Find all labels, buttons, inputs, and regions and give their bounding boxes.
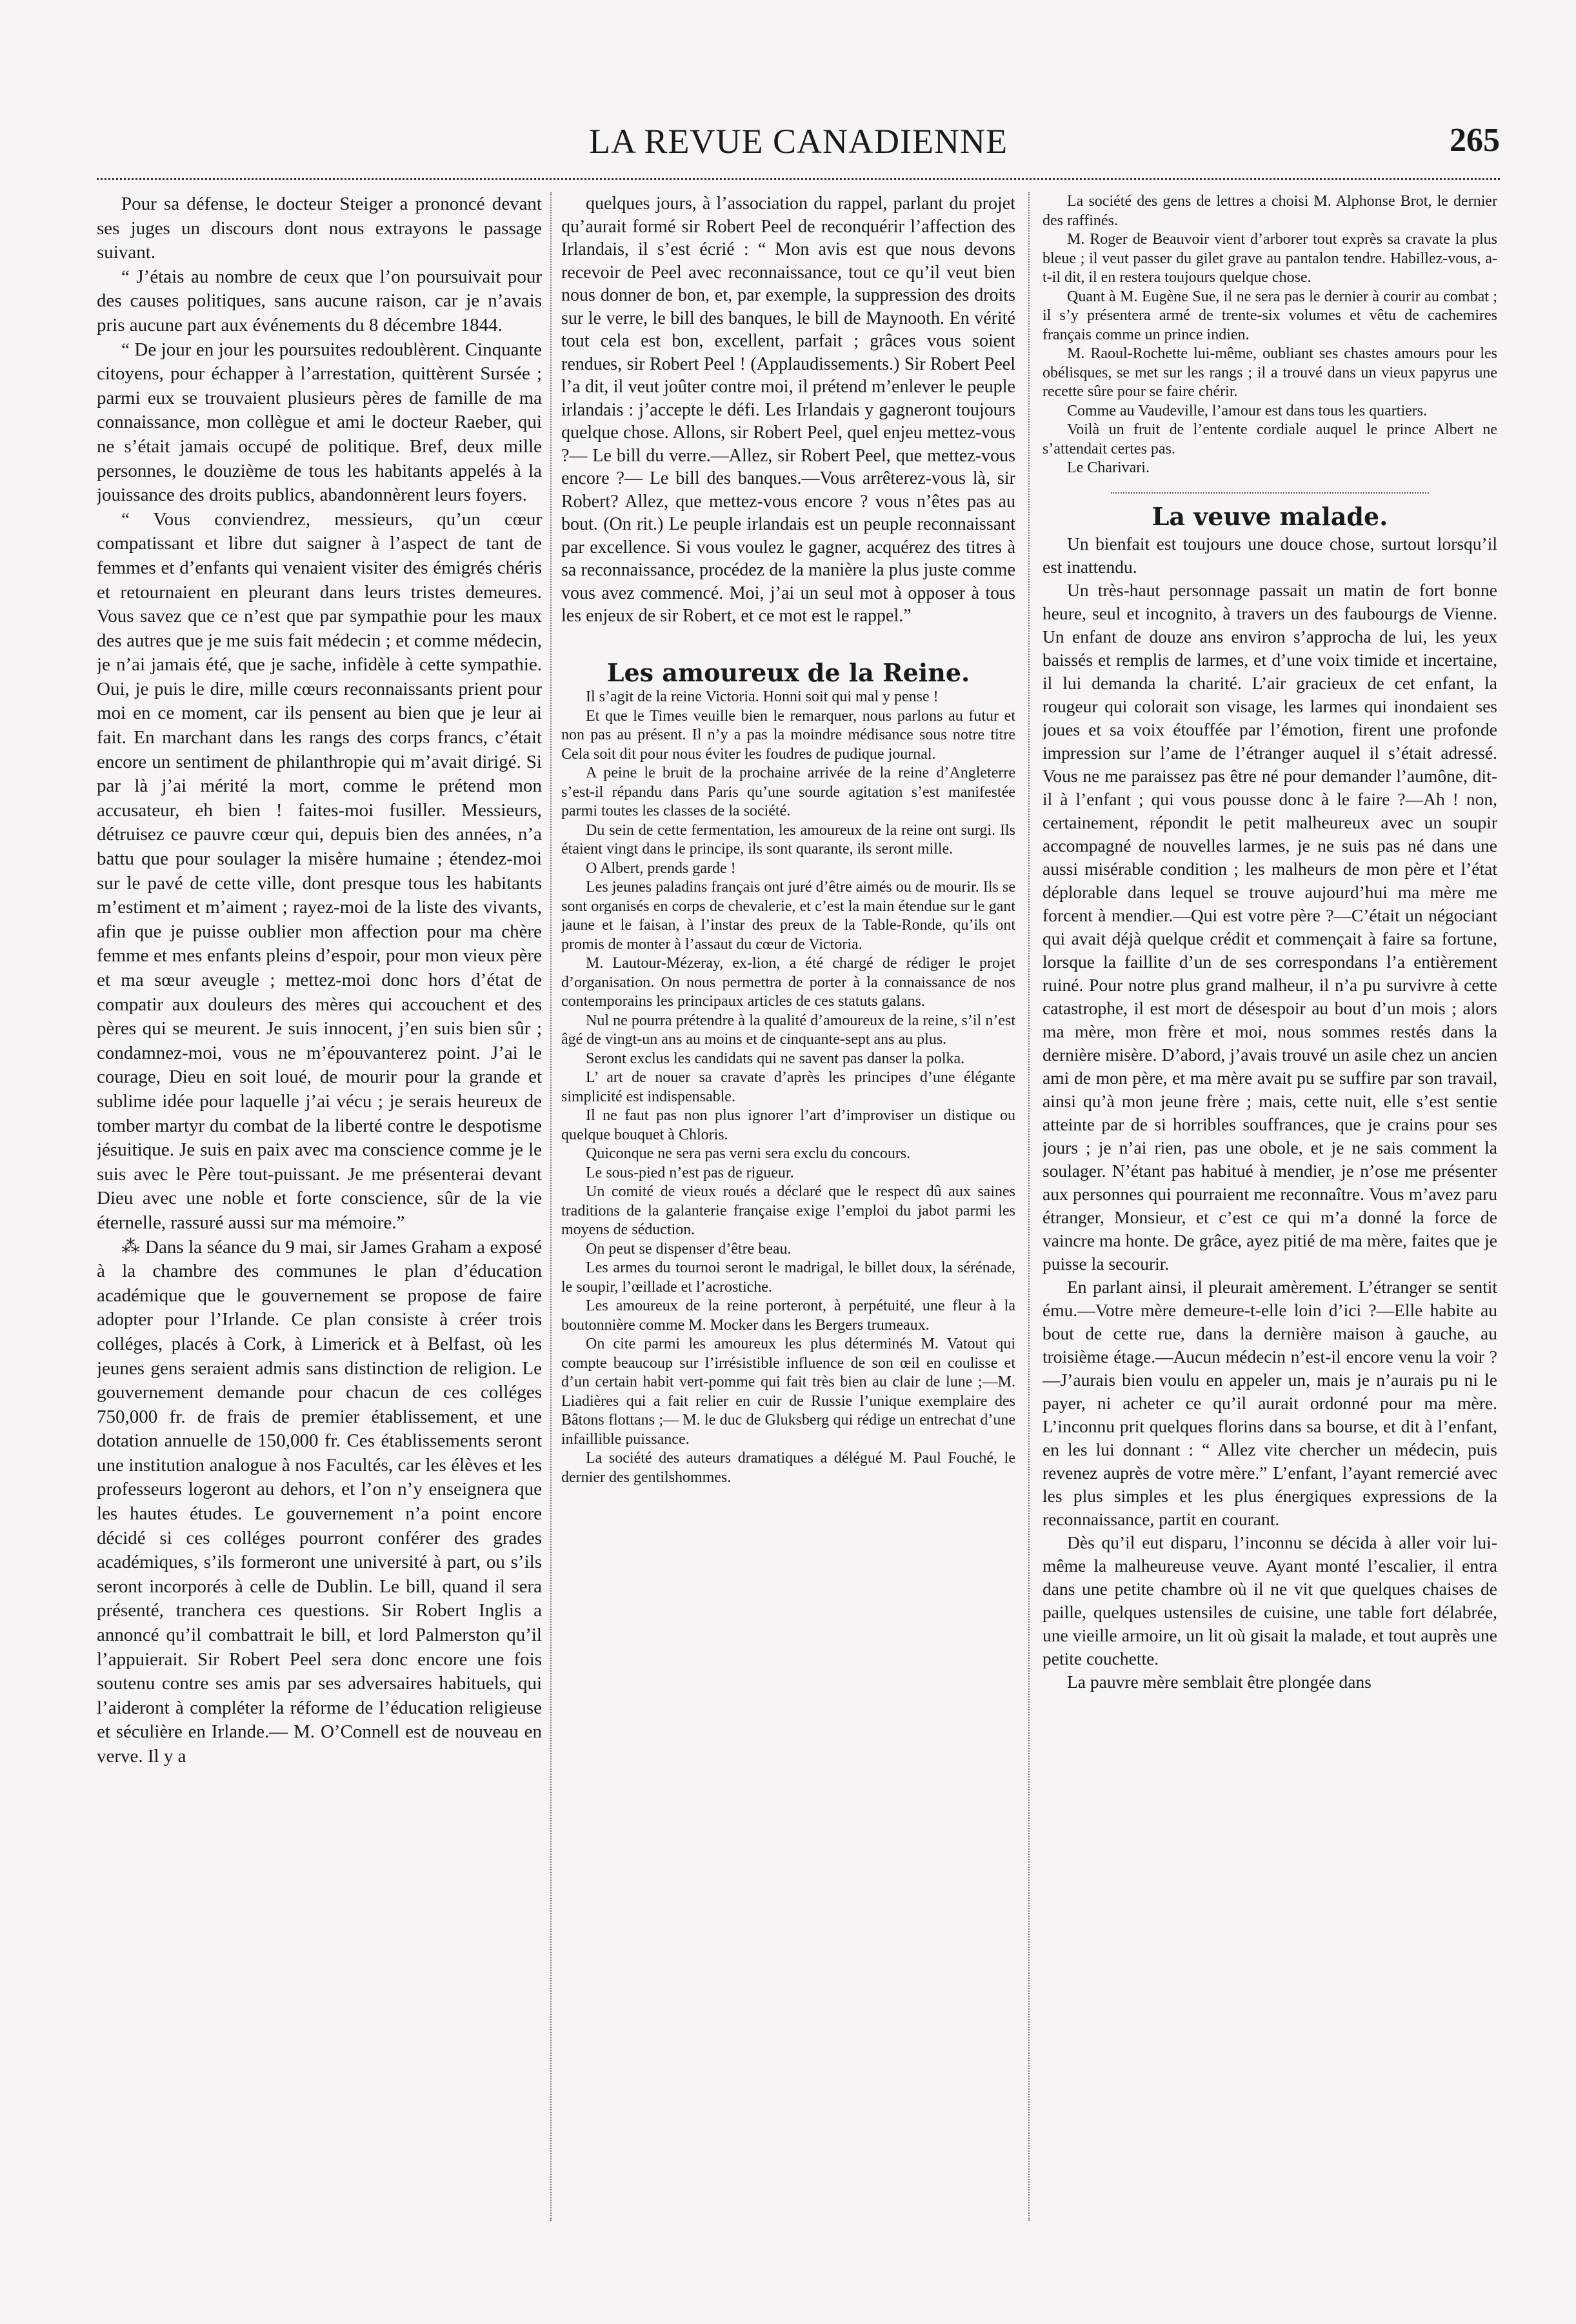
article-paragraph: L’ art de nouer sa cravate d’après les principes d’une élégante simplicité est indispensable. xyxy=(561,1069,1015,1105)
column-3 xyxy=(1042,192,1497,2227)
article-paragraph: Un comité de vieux roués a déclaré que le respect dû aux saines traditions de la galanterie française exige l’emploi du jabot parmi les moyens de séduction. xyxy=(561,1183,1015,1238)
article-paragraph: Le sous-pied n’est pas de rigueur. xyxy=(586,1164,794,1181)
article-paragraph: Les amoureux de la reine porteront, à perpétuité, une fleur à la boutonnière comme M. Mocker dans les Bergers trumeaux. xyxy=(561,1297,1015,1334)
page-header xyxy=(97,121,1500,166)
article-paragraph: Seront exclus les candidats qui ne savent pas danser la polka. xyxy=(586,1050,965,1067)
column-1 xyxy=(97,192,542,2227)
article-paragraph: M. Roger de Beauvoir vient d’arborer tout exprès sa cravate la plus bleue ; il veut passer du gilet grave au pantalon tendre. Habillez-vous, a-t-il dit, il en restera toujours quelque chose. xyxy=(1042,231,1497,286)
article-paragraph: Nul ne pourra prétendre à la qualité d’amoureux de la reine, s’il n’est âgé de vingt-un ans au moins et de cinquante-sept ans au plus. xyxy=(561,1012,1015,1048)
article-paragraph: Dès qu’il eut disparu, l’inconnu se décida à aller voir lui-même la malheureuse veuve. Ayant monté l’escalier, il entra dans une petite chambre où il ne vit que quelques chaises de paille, quelques ustensiles de cuisine, une table fort délabrée, une vieille armoire, un lit où gisait la malade, et tout auprès une petite couchette. xyxy=(1042,1532,1497,1668)
article-paragraph: Les jeunes paladins français ont juré d’être aimés ou de mourir. Ils se sont organisés en corps de chevalerie, et c’est la main étendue sur le gant jaune et le faisan, à l’instar des preux de la Table-Ronde, qu’ils ont promis de monter à l’assaut du cœur de Victoria. xyxy=(561,879,1015,953)
article-paragraph: ⁂ Dans la séance du 9 mai, sir James Graham a exposé à la chambre des communes le plan d’éducation académique que le gouvernement se propose de faire adopter pour l’Irlande. Ce plan consiste à créer trois colléges, placés à Cork, à Limerick et à Belfast, où les jeunes gens seraient admis sans distinction de religion. Le gouvernement demande pour chacun de ces colléges 750,000 fr. de frais de premier établissement, et une dotation annuelle de 150,000 fr. Ces établissements seront une institution analogue à nos Facultés, car les élèves et les professeurs logeront au dehors, et l’on n’y enseignera que les hautes études. Le gouvernement n’a point encore décidé si ces colléges pourront conférer des grades académiques, s’ils formeront une université à part, ou s’ils seront incorporés à celle de Dublin. Le bill, quand il sera présenté, tranchera ces questions. Sir Robert Inglis a annoncé qu’il combattrait le bill, et lord Palmerston qu’il l’appuierait. Sir Robert Peel sera donc encore une fois soutenu contre ses amis par ses adversaires habituels, qui l’aideront à compléter la réforme de l’éducation religieuse et séculière en Irlande.— M. O’Connell est de nouveau en verve. Il y a xyxy=(97,1236,542,1767)
article-paragraph: “ Vous conviendrez, messieurs, qu’un cœur compatissant et libre dut saigner à l’aspect de tant de femmes et d’enfants qui venaient visiter des émigrés chéris et retournaient en pleurant dans leurs tristes demeures. Vous savez que ce n’est que par sympathie pour les maux des autres que je me suis fait médecin ; et comme médecin, je n’ai jamais été, que je sache, infidèle à cette sympathie. Oui, je puis le dire, mille cœurs reconnaissants prient pour moi en ce moment, car ils pensent au bien que je leur ai fait. En marchant dans les rangs des corps francs, c’était encore un sentiment de philanthropie qui m’avait dirigé. Si par là j’ai mérité la mort, comme le prétend mon accusateur, eh bien ! faites-moi fusiller. Messieurs, détruisez ce pauvre cœur qui, depuis bien des années, n’a battu que pour soulager la misère humaine ; étendez-moi sur le pavé de cette ville, dont presque tous les habitants m’estiment et m’aiment ; rayez-moi de la liste des vivants, afin que je puisse oublier mon affection pour ma chère femme et mes enfants pleins d’espoir, pour mon vieux père et ma sœur aveugle ; mettez-moi donc hors d’état de compatir aux douleurs des mères qui accouchent et des pères qui se meurent. Je suis innocent, j’en suis bien sûr ; condamnez-moi, vous ne m’épouvanterez point. J’ai le courage, Dieu en soit loué, de mourir pour la grande et sublime idée pour laquelle j’ai vécu ; je serais heureux de tomber martyr du combat de la liberté contre le despotisme jésuitique. Je suis en paix avec ma conscience comme je le suis avec le Père tout-puissant. Je me présenterai devant Dieu avec une noble et forte conscience, sûr de la vie éternelle, rassuré aussi sur ma mémoire.” xyxy=(97,508,542,1233)
section-rule xyxy=(1111,492,1430,494)
article-paragraph: Pour sa défense, le docteur Steiger a prononcé devant ses juges un discours dont nous extrayons le passage suivant. xyxy=(97,194,542,263)
header-rule xyxy=(97,178,1500,180)
article-paragraph: O Albert, prends garde ! xyxy=(586,859,736,877)
article-paragraph: Et que le Times veuille bien le remarquer, nous parlons au futur et non pas au présent. Il n’y a pas la moindre médisance sous notre titre Cela soit dit pour nous éviter les foudres de pudique journal. xyxy=(561,707,1015,763)
article-paragraph: Les armes du tournoi seront le madrigal, le billet doux, la sérénade, le soupir, l’œillade et l’acrostiche. xyxy=(561,1259,1015,1296)
column-separator xyxy=(1028,192,1030,2221)
article-paragraph: M. Lautour-Mézeray, ex-lion, a été chargé de rédiger le projet d’organisation. On nous permettra de porter à la connaissance de nos contemporains les principaux articles de ces statuts galans. xyxy=(561,955,1015,1010)
article-paragraph: La pauvre mère semblait être plongée dans xyxy=(1067,1671,1372,1692)
article-paragraph: La société des gens de lettres a choisi M. Alphonse Brot, le dernier des raffinés. xyxy=(1042,193,1497,229)
article-paragraph: La société des auteurs dramatiques a délégué M. Paul Fouché, le dernier des gentilshommes. xyxy=(561,1450,1015,1486)
article-heading: La veuve malade. xyxy=(1152,501,1388,531)
article-paragraph: En parlant ainsi, il pleurait amèrement. L’étranger se sentit ému.—Votre mère demeure-t-elle loin d’ici ?—Elle habite au bout de cette rue, dans la dernière maison à gauche, au troisième étage.—Aucun médecin n’est-il encore venu la voir ?—J’aurais bien voulu en appeler un, mais je n’aurais pu ni le payer, ni acheter ce qu’il aurait ordonné pour ma mère. L’inconnu prit quelques florins dans sa bourse, et dit à l’enfant, en les lui donnant : “ Allez vite chercher un médecin, puis revenez auprès de votre mère.” L’enfant, l’ayant remercié avec les plus simples et les plus énergiques expressions de la reconnaissance, partit en courant. xyxy=(1042,1276,1497,1529)
article-paragraph: On cite parmi les amoureux les plus déterminés M. Vatout qui compte beaucoup sur l’irrésistible influence de son œil en coulisse et d’un certain habit vert-pomme qui fait très bien au clair de lune ;—M. Liadières qui a fait relier en cuir de Russie l’unique exemplaire des Bâtons flottans ;— M. le duc de Gluksberg qui rédige un entrechat d’une infaillible puissance. xyxy=(561,1336,1015,1448)
article-paragraph: “ J’étais au nombre de ceux que l’on poursuivait pour des causes politiques, sans aucune raison, car je n’avais pris aucune part aux événements du 8 décembre 1844. xyxy=(97,266,542,336)
article-paragraph: Du sein de cette fermentation, les amoureux de la reine ont surgi. Ils étaient vingt dans le principe, ils sont quarante, ils seront mille. xyxy=(561,821,1015,857)
article-paragraph: Il ne faut pas non plus ignorer l’art d’improviser un distique ou quelque bouquet à Chloris. xyxy=(561,1107,1015,1143)
running-title: LA REVUE CANADIENNE xyxy=(589,122,1008,161)
page-number: 265 xyxy=(1450,122,1500,159)
article-paragraph: Le Charivari. xyxy=(1067,459,1150,476)
article-paragraph: On peut se dispenser d’être beau. xyxy=(586,1240,792,1257)
article-paragraph: A peine le bruit de la prochaine arrivée de la reine d’Angleterre s’est-il répandu dans Paris qu’une sourde agitation s’est manifestée parmi toutes les classes de la société. xyxy=(561,765,1015,819)
article-paragraph: “ De jour en jour les poursuites redoublèrent. Cinquante citoyens, pour échapper à l’arrestation, quittèrent Sursée ; parmi eux se trouvaient plusieurs pères de famille de ma connaissance, mon collègue et ami le docteur Raeber, qui ne s’était jamais occupé de politique. Bref, deux mille personnes, le douzième de tous les habitants appelés à la jouissance des droits publics, abandonnèrent leurs foyers. xyxy=(97,339,542,506)
article-paragraph: quelques jours, à l’association du rappel, parlant du projet qu’aurait formé sir Robert Peel de reconquérir l’affection des Irlandais, il s’est écrié : “ Mon avis est que nous devons recevoir de Peel avec reconnaissance, tout ce qu’il veut bien nous donner de bon, et, par exemple, la suppression des droits sur le verre, le bill des banques, le bill de Maynooth. En vérité tout cela est bon, excellent, parfait ; grâces vous soient rendues, sir Robert Peel ! (Applaudissements.) Sir Robert Peel l’a dit, il veut joûter contre moi, il prétend m’enlever le peuple irlandais : j’accepte le défi. Les Irlandais y gagneront toujours quelque chose. Allons, sir Robert Peel, quel enjeu mettez-vous ?— Le bill du verre.—Allez, sir Robert Peel, que mettez-vous encore ?— Le bill des banques.—Vous arrêterez-vous là, sir Robert? Allez, que mettez-vous encore ? vous n’êtes pas au bout. (On rit.) Le peuple irlandais est un peuple reconnaissant par excellence. Si vous voulez le gagner, acquérez des titres à sa reconnaissance, procédez de la manière la plus juste comme vous avez commencé. Moi, j’ai un seul mot à opposer à tous les enjeux de sir Robert, et ce mot est le rappel.” xyxy=(561,194,1015,626)
article-paragraph: M. Raoul-Rochette lui-même, oubliant ses chastes amours pour les obélisques, se met sur les rangs ; il a trouvé dans un vieux papyrus une recette sûre pour se faire chérir. xyxy=(1042,345,1497,400)
article-heading: Les amoureux de la Reine. xyxy=(606,657,970,687)
article-paragraph: Comme au Vaudeville, l’amour est dans tous les quartiers. xyxy=(1067,402,1428,419)
column-2 xyxy=(561,192,1015,2227)
article-paragraph: Un très-haut personnage passait un matin de fort bonne heure, seul et incognito, à travers un des faubourgs de Vienne. Un enfant de douze ans environ s’approcha de lui, les yeux baissés et remplis de larmes, et d’une voix timide et incertaine, il lui demanda la charité. L’air gracieux de cet enfant, la rougeur qui colorait son visage, les larmes qui inondaient ses joues et sa voix étouffée par l’émotion, firent une profonde impression sur l’ame de l’étranger auquel il s’était adressé. Vous ne me paraissez pas être né pour demander l’aumône, dit-il à l’enfant ; qui vous pousse donc à le faire ?—Ah ! non, certainement, répondit le petit malheureux avec un soupir accompagné de nouvelles larmes, je ne suis pas né dans une aussi misérable condition ; les malheurs de mon père et l’état déplorable dans lequel se trouve aujourd’hui ma mère me forcent à mendier.—Qui est votre père ?—C’était un négociant qui avait déjà quelque crédit et commençait à faire sa fortune, lorsque la faillite d’un de ses correspondans l’a entièrement ruiné. Pour notre plus grand malheur, il n’a pu survivre à cette catastrophe, il est mort de désespoir au bout d’un mois ; alors ma mère, mon frère et moi, nous sommes restés dans la dernière misère. D’abord, j’avais trouvé un asile chez un ancien ami de mon père, et ma mère avait pu se suffire par son travail, ainsi qu’à mon jeune frère ; mais, cette nuit, elle s’est sentie atteinte par de si horribles souffrances, que je crains pour ses jours ; je n’ai rien, pas une obole, et je ne sais comment la soulager. N’étant pas habitué à mendier, je n’ose me présenter aux personnes qui pourraient me reconnaître. Vous m’avez paru étranger, Monsieur, et c’est ce qui m’a donné la force de vaincre ma honte. De grâce, ayez pitié de ma mère, faites que je puisse la secourir. xyxy=(1042,579,1497,1274)
article-paragraph: Quant à M. Eugène Sue, il ne sera pas le dernier à courir au combat ; il s’y présentera armé de trente-six volumes et vêtu de cachemires français comme un prince indien. xyxy=(1042,288,1497,343)
column-separator xyxy=(550,192,552,2221)
article-paragraph: Un bienfait est toujours une douce chose, surtout lorsqu’il est inattendu. xyxy=(1042,533,1497,577)
article-paragraph: Il s’agit de la reine Victoria. Honni soit qui mal y pense ! xyxy=(586,688,939,705)
article-paragraph: Quiconque ne sera pas verni sera exclu du concours. xyxy=(586,1145,911,1162)
article-paragraph: Voilà un fruit de l’entente cordiale auquel le prince Albert ne s’attendait certes pas. xyxy=(1042,421,1497,457)
